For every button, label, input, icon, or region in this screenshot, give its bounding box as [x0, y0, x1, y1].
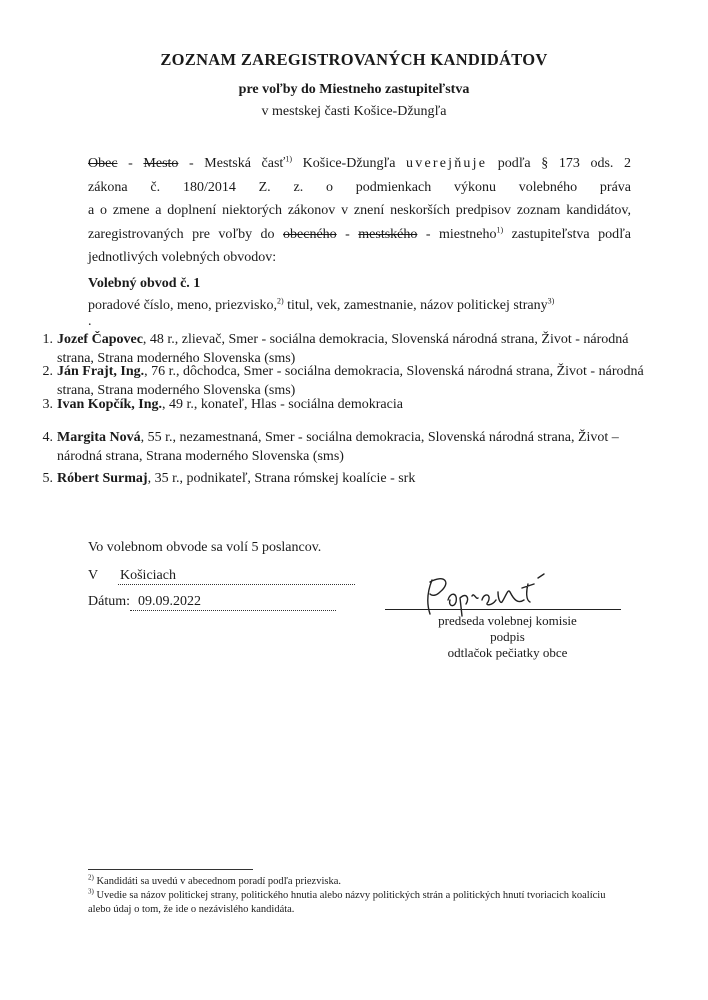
document-location: v mestskej časti Košice-Džungľa — [261, 104, 447, 119]
place-label: V — [88, 568, 99, 583]
candidate-number: 3. — [42, 397, 53, 412]
footnote-text: Uvedie sa názov politickej strany, politického hnutia alebo názvy politických strán a politických hnutí tvoriacich koalíciu — [93, 890, 606, 901]
legend-text: titul, vek, zamestnanie, názov politickej strany — [283, 298, 548, 313]
document-title: ZOZNAM ZAREGISTROVANÝCH KANDIDÁTOV — [160, 50, 548, 69]
struck-mestskeho: mestského — [358, 226, 418, 242]
footnote-mark: 2) — [88, 873, 94, 882]
footnote-ref: 3) — [547, 296, 555, 306]
date-field — [88, 594, 336, 611]
candidate-number: 1. — [42, 332, 53, 347]
footnote-ref: 1) — [496, 224, 504, 234]
district-title: Volebný obvod č. 1 — [88, 276, 201, 291]
signature-caption-sign: podpis — [490, 629, 525, 644]
footnote-text: Kandidáti sa uvedú v abecednom poradí podľa priezviska. — [93, 876, 341, 887]
candidate-name: Ivan Kopčík, Ing. — [57, 397, 163, 412]
place-value: Košiciach — [118, 568, 355, 585]
candidate-details-cont: národná strana, Strana moderného Slovenska (sms) — [57, 449, 344, 464]
footnote-2 — [88, 875, 648, 889]
candidate-number: 4. — [42, 430, 53, 445]
intro-text: - Mestská časť — [178, 156, 286, 171]
date-label: Dátum: — [88, 594, 130, 609]
candidate-item — [42, 469, 655, 488]
candidate-number: 5. — [42, 471, 53, 486]
footnote-separator — [88, 869, 253, 870]
intro-text: - miestneho — [417, 226, 497, 242]
intro-verb: uverejňuje — [406, 156, 488, 171]
intro-text: - — [336, 226, 359, 242]
footnote-mark: 3) — [88, 887, 94, 896]
place-field — [88, 568, 355, 585]
intro-line-1: Obec - Mesto - Mestská časť$^{1)}$ Košice-Džungľa uverejňuje podľa § 173 ods. 2 — [88, 154, 631, 171]
candidate-number: 2. — [42, 364, 53, 379]
intro-text: podľa § 173 ods. 2 — [487, 156, 631, 171]
candidate-details: , 35 r., podnikateľ, Strana rómskej koalície - srk — [147, 471, 416, 486]
signature-caption-stamp: odtlačok pečiatky obce — [447, 645, 568, 660]
footnote-text-cont: alebo údaj o tom, že ide o nezávislého kandidáta. — [88, 903, 295, 915]
district-legend — [88, 298, 554, 314]
legend-text: poradové číslo, meno, priezvisko, — [88, 298, 277, 313]
date-value: 09.09.2022 — [130, 594, 336, 611]
candidate-details: , 76 r., dôchodca, Smer - sociálna demokracia, Slovenská národná strana, Život - národná — [144, 364, 644, 379]
candidate-details: , 55 r., nezamestnaná, Smer - sociálna demokracia, Slovenská národná strana, Život – — [140, 430, 619, 445]
candidate-details-cont: strana, Strana moderného Slovenska (sms) — [57, 351, 296, 366]
intro-text: zaregistrovaných pre voľby do — [88, 226, 284, 242]
candidate-item — [42, 428, 655, 466]
footnote-ref: 2) — [276, 296, 284, 306]
seats-note: Vo volebnom obvode sa volí 5 poslancov. — [88, 540, 322, 555]
candidate-details-cont: strana, Strana moderného Slovenska (sms) — [57, 383, 296, 398]
intro-paragraph — [88, 152, 631, 270]
intro-line-4 — [88, 223, 631, 247]
legend-dot: . — [88, 314, 92, 329]
candidate-details: , 48 r., zlievač, Smer - sociálna demokracia, Slovenská národná strana, Život - národná — [142, 332, 629, 347]
footnote-ref: 1) — [285, 154, 293, 164]
intro-text: zastupiteľstva podľa — [503, 226, 631, 242]
candidate-name: Róbert Surmaj — [57, 471, 148, 486]
intro-line-5: jednotlivých volebných obvodov: — [88, 250, 277, 265]
footnote-3 — [88, 889, 648, 916]
candidate-details: , 49 r., konateľ, Hlas - sociálna demokracia — [162, 397, 403, 412]
intro-line-2: zákona č. 180/2014 Z. z. o podmienkach výkonu volebného práva — [88, 179, 631, 195]
struck-obecneho: obecného — [283, 226, 337, 242]
intro-text: Košice-Džungľa — [292, 156, 407, 171]
candidate-name: Margita Nová — [57, 430, 141, 445]
candidate-name: Jozef Čapovec — [57, 332, 143, 347]
candidate-item — [42, 395, 655, 414]
struck-mesto: Mesto — [143, 156, 179, 171]
document-subtitle: pre voľby do Miestneho zastupiteľstva — [238, 82, 470, 97]
struck-obec: Obec — [88, 156, 118, 171]
intro-line-3: a o zmene a doplnení niektorých zákonov v znení neskorších predpisov zoznam kandidátov, — [88, 203, 631, 218]
signature-caption-role: predseda volebnej komisie — [438, 613, 577, 628]
candidate-name: Ján Frajt, Ing. — [57, 364, 145, 379]
signature-line — [385, 609, 621, 610]
